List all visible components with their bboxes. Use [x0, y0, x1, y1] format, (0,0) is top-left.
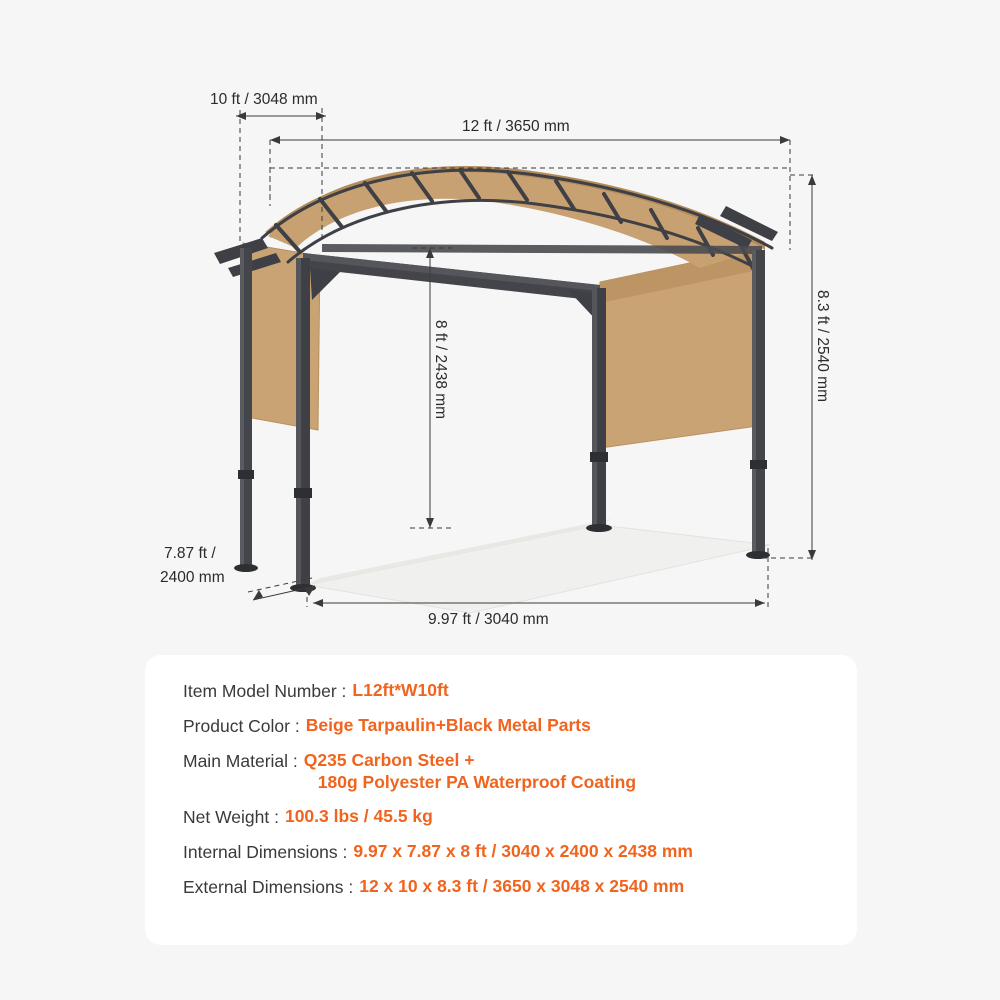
spec-row-material — [183, 749, 841, 795]
spec-label-material: Main Material : — [183, 750, 298, 771]
spec-label-weight: Net Weight : — [183, 807, 279, 827]
spec-label-external-dimensions: External Dimensions : — [183, 876, 354, 897]
specifications-list — [183, 679, 841, 909]
dim-inner-height: 8 ft / 2438 mm — [432, 320, 449, 420]
dim-top-depth: 10 ft / 3048 mm — [210, 91, 318, 108]
spec-value-material-line1: Q235 Carbon Steel + — [303, 749, 475, 770]
specifications-card — [145, 655, 857, 945]
dim-floor-depth-line2: 2400 mm — [160, 569, 225, 586]
spec-value-internal-dimensions: 9.97 x 7.87 x 8 ft / 3040 x 2400 x 2438 mm — [353, 840, 693, 861]
spec-label-model: Item Model Number : — [183, 681, 347, 701]
dim-floor-width: 9.97 ft / 3040 mm — [428, 611, 549, 628]
spec-value-weight: 100.3 lbs / 45.5 kg — [284, 806, 433, 826]
spec-row-color — [183, 714, 841, 738]
spec-label-internal-dimensions: Internal Dimensions : — [183, 841, 348, 862]
dim-outer-height: 8.3 ft / 2540 mm — [814, 290, 831, 402]
spec-value-model: L12ft*W10ft — [352, 680, 449, 700]
spec-value-material — [304, 749, 636, 795]
dim-floor-depth-line1: 7.87 ft / — [164, 545, 216, 562]
spec-label-color: Product Color : — [183, 715, 300, 736]
spec-row-external-dimensions — [183, 875, 841, 899]
spec-row-weight — [183, 805, 841, 829]
spec-row-internal-dimensions — [183, 840, 841, 864]
spec-row-model — [183, 679, 841, 703]
spec-value-material-line2: 180g Polyester PA Waterproof Coating — [317, 772, 637, 793]
spec-value-external-dimensions: 12 x 10 x 8.3 ft / 3650 x 3048 x 2540 mm — [359, 875, 685, 896]
dim-top-width: 12 ft / 3650 mm — [462, 118, 570, 135]
spec-value-color: Beige Tarpaulin+Black Metal Parts — [305, 714, 591, 735]
